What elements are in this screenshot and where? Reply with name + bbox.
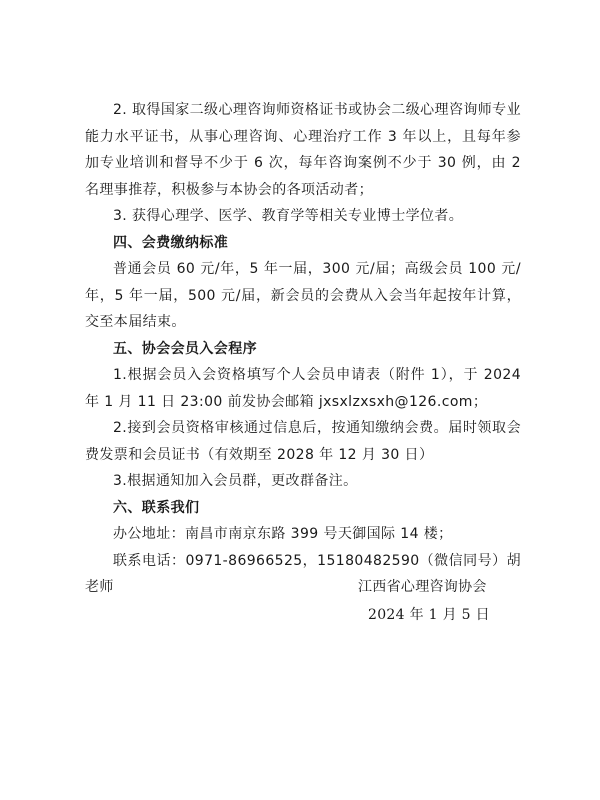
procedure-step-3: 3.根据通知加入会员群，更改群备注。 — [113, 473, 358, 489]
document-body — [85, 97, 521, 601]
signature-organization: 江西省心理咨询协会 — [358, 579, 487, 595]
contact-address: 办公地址：南昌市南京东路 399 号天御国际 14 楼； — [113, 526, 453, 542]
fees-paragraph: 普通会员 60 元/年，5 年一届，300 元/届；高级会员 100 元/年，5 年一届，500 元/届，新会员的会费从入会当年起按年计算，交至本届结束。 — [85, 261, 521, 330]
membership-criterion-2: 2. 取得国家二级心理咨询师资格证书或协会二级心理咨询师专业能力水平证书，从事心理咨询、心理治疗工作 3 年以上，且每年参加专业培训和督导不少于 6 次，每年咨询案例不少于 30 例，由 2 名理事推荐，积极参与本协会的各项活动者； — [85, 102, 521, 198]
section-heading-contact: 六、联系我们 — [113, 499, 200, 516]
membership-criterion-3: 3. 获得心理学、医学、教育学等相关专业博士学位者。 — [113, 208, 464, 224]
section-heading-procedure: 五、协会会员入会程序 — [113, 340, 257, 357]
section-heading-fees: 四、会费缴纳标准 — [113, 234, 229, 251]
procedure-step-2: 2.接到会员资格审核通过信息后，按通知缴纳会费。届时领取会费发票和会员证书（有效期至 2028 年 12 月 30 日） — [85, 420, 521, 463]
signature-date: 2024 年 1 月 5 日 — [368, 607, 490, 623]
contact-phone: 联系电话：0971-86966525，15180482590（微信同号）胡老师 — [85, 552, 521, 595]
procedure-step-1: 1.根据会员入会资格填写个人会员申请表（附件 1），于 2024 年 1 月 11 日 23:00 前发协会邮箱 jxsxlzxsxh@126.com； — [85, 367, 521, 410]
